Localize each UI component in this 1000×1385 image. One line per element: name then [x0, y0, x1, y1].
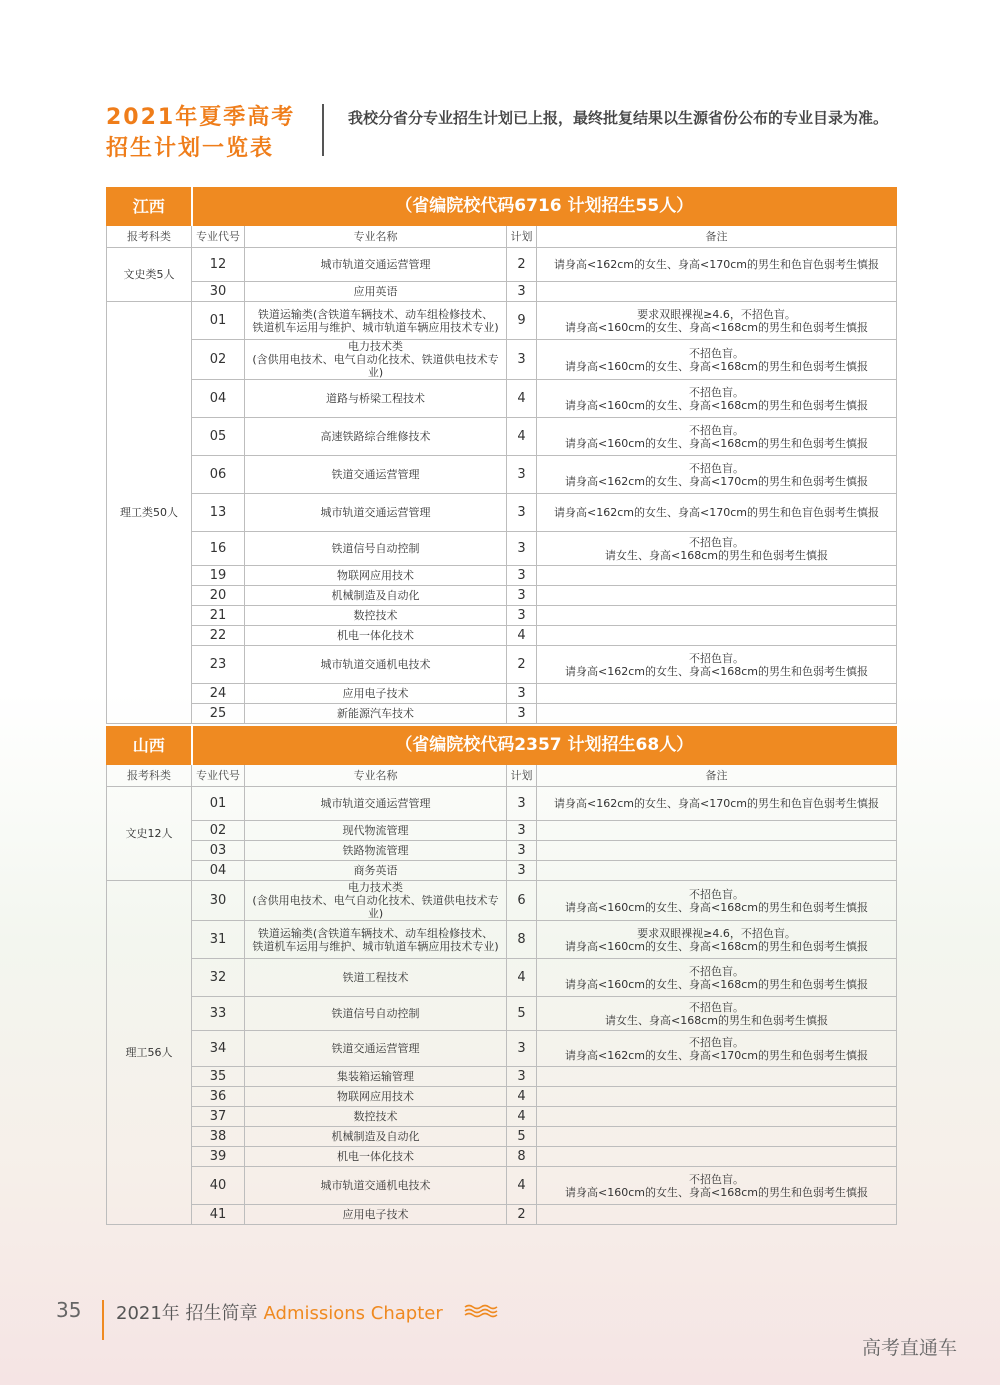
major-name-detail: 铁道机车运用与维护、城市轨道车辆应用技术专业): [252, 939, 499, 953]
plan-count-cell: 4: [507, 1167, 537, 1205]
major-name: 商务英语: [353, 864, 398, 877]
note-line: 不招色盲。: [689, 1172, 744, 1186]
major-name: 数控技术: [353, 1110, 398, 1123]
major-name-cell: [245, 566, 507, 586]
major-name-detail: 铁道机车运用与维护、城市轨道车辆应用技术专业): [252, 320, 499, 334]
major-name-cell: [245, 1127, 507, 1147]
note-line: 请身高<160cm的女生、身高<168cm的男生和色弱考生慎报: [565, 359, 868, 373]
major-name: 数控技术: [353, 609, 398, 622]
note-line: 请身高<160cm的女生、身高<168cm的男生和色弱考生慎报: [565, 320, 868, 334]
table-row: [107, 997, 897, 1031]
note-line: 请身高<160cm的女生、身高<168cm的男生和色弱考生慎报: [565, 900, 868, 914]
major-name: 物联网应用技术: [337, 569, 414, 582]
major-code-cell: 03: [192, 841, 245, 861]
plan-count-cell: 3: [507, 821, 537, 841]
major-code-cell: 35: [192, 1067, 245, 1087]
table-row: [107, 282, 897, 302]
note-line: 请身高<162cm的女生、身高<170cm的男生和色弱考生慎报: [565, 1048, 868, 1062]
major-name-cell: [245, 841, 507, 861]
col-category-header: 报考科类: [107, 226, 192, 248]
major-name-cell: [245, 861, 507, 881]
col-name-header: 专业名称: [245, 765, 507, 787]
table-row: [107, 586, 897, 606]
major-name: 铁道运输类(含铁道车辆技术、动车组检修技术、: [257, 926, 494, 940]
major-code-cell: 25: [192, 704, 245, 724]
plan-count-cell: 4: [507, 380, 537, 418]
major-code-cell: 16: [192, 532, 245, 566]
table-row: [107, 921, 897, 959]
major-name-cell: [245, 1147, 507, 1167]
header-divider: [322, 104, 324, 156]
major-name: 城市轨道交通运营管理: [320, 506, 431, 519]
major-name: 城市轨道交通机电技术: [320, 1179, 431, 1192]
major-name: 城市轨道交通运营管理: [320, 258, 431, 271]
table-row: [107, 646, 897, 684]
major-code-cell: 34: [192, 1031, 245, 1067]
col-note-header: 备注: [537, 765, 897, 787]
note-line: 不招色盲。: [689, 461, 744, 475]
major-name: 应用英语: [353, 285, 398, 298]
note-line: 不招色盲。: [689, 1035, 744, 1049]
major-name: 现代物流管理: [342, 824, 409, 837]
major-name: 高速铁路综合维修技术: [320, 430, 431, 443]
major-name-cell: [245, 626, 507, 646]
plan-count-cell: 8: [507, 921, 537, 959]
major-name: 铁道运输类(含铁道车辆技术、动车组检修技术、: [257, 307, 494, 321]
plan-count-cell: 3: [507, 861, 537, 881]
plan-count-cell: 4: [507, 959, 537, 997]
major-code-cell: 21: [192, 606, 245, 626]
plan-count-cell: 3: [507, 456, 537, 494]
note-line: 不招色盲。: [689, 423, 744, 437]
major-code-cell: 30: [192, 282, 245, 302]
note-cell: [537, 494, 897, 532]
plan-count-cell: 4: [507, 418, 537, 456]
major-name: 铁道工程技术: [342, 971, 409, 984]
major-code-cell: 01: [192, 787, 245, 821]
major-name-cell: [245, 1107, 507, 1127]
major-name: 道路与桥梁工程技术: [326, 392, 425, 405]
note-cell: [537, 380, 897, 418]
note-cell: [537, 1031, 897, 1067]
table-row: [107, 1067, 897, 1087]
table-row: [107, 1147, 897, 1167]
note-cell: [537, 456, 897, 494]
plan-count-cell: 3: [507, 532, 537, 566]
column-header-row: [107, 765, 897, 787]
major-name: 物联网应用技术: [337, 1090, 414, 1103]
page-header: [106, 100, 906, 164]
col-code-header: 专业代号: [192, 226, 245, 248]
major-name-cell: [245, 340, 507, 380]
major-name-cell: [245, 494, 507, 532]
major-code-cell: 31: [192, 921, 245, 959]
plan-count-cell: 8: [507, 1147, 537, 1167]
major-name-cell: [245, 586, 507, 606]
note-cell: [537, 606, 897, 626]
major-name-cell: [245, 532, 507, 566]
note-line: 不招色盲。: [689, 651, 744, 665]
note-line: 请身高<162cm的女生、身高<170cm的男生和色盲色弱考生慎报: [554, 797, 879, 810]
major-name-cell: [245, 1205, 507, 1225]
table-row: [107, 959, 897, 997]
major-name-cell: [245, 646, 507, 684]
note-cell: [537, 418, 897, 456]
major-code-cell: 02: [192, 821, 245, 841]
major-code-cell: 24: [192, 684, 245, 704]
plan-count-cell: 5: [507, 997, 537, 1031]
note-cell: [537, 586, 897, 606]
column-header-row: [107, 226, 897, 248]
major-name-cell: [245, 959, 507, 997]
col-note-header: 备注: [537, 226, 897, 248]
plan-count-cell: 3: [507, 566, 537, 586]
table-row: [107, 1031, 897, 1067]
major-name: 机电一体化技术: [337, 629, 414, 642]
note-line: 请身高<160cm的女生、身高<168cm的男生和色弱考生慎报: [565, 1185, 868, 1199]
note-cell: [537, 821, 897, 841]
major-name: 电力技术类: [348, 881, 403, 894]
note-cell: [537, 1205, 897, 1225]
plan-count-cell: 3: [507, 586, 537, 606]
plan-count-cell: 5: [507, 1127, 537, 1147]
table-row: [107, 787, 897, 821]
note-line: 请身高<162cm的女生、身高<170cm的男生和色弱考生慎报: [565, 474, 868, 488]
note-line: 不招色盲。: [689, 535, 744, 549]
col-plan-header: 计划: [507, 765, 537, 787]
plan-count-cell: 2: [507, 248, 537, 282]
table-row: [107, 340, 897, 380]
major-code-cell: 20: [192, 586, 245, 606]
major-name-cell: [245, 881, 507, 921]
plan-count-cell: 3: [507, 340, 537, 380]
province-name: 山西: [107, 727, 192, 765]
plan-count-cell: 3: [507, 1067, 537, 1087]
table-row: [107, 532, 897, 566]
category-cell: 文史类5人: [107, 248, 192, 302]
plan-count-cell: 3: [507, 282, 537, 302]
intro-text: 我校分省分专业招生计划已上报，最终批复结果以生源省份公布的专业目录为准。: [348, 109, 889, 127]
page-title: [106, 102, 295, 164]
table-row: [107, 1205, 897, 1225]
footer-divider: [102, 1300, 104, 1340]
major-name-cell: [245, 606, 507, 626]
note-line: 不招色盲。: [689, 346, 744, 360]
plan-count-cell: 4: [507, 626, 537, 646]
note-line: 要求双眼裸视≥4.6，不招色盲。: [637, 307, 796, 321]
note-cell: [537, 881, 897, 921]
province-plan-info: （省编院校代码2357 计划招生68人）: [192, 727, 897, 765]
major-name-cell: [245, 684, 507, 704]
waves-icon: [464, 1304, 498, 1318]
note-cell: [537, 532, 897, 566]
note-cell: [537, 1087, 897, 1107]
table-row: [107, 1127, 897, 1147]
major-name: 应用电子技术: [342, 1208, 409, 1221]
note-line: 请身高<160cm的女生、身高<168cm的男生和色弱考生慎报: [565, 939, 868, 953]
note-cell: [537, 1127, 897, 1147]
major-code-cell: 39: [192, 1147, 245, 1167]
note-cell: [537, 302, 897, 340]
note-line: 不招色盲。: [689, 385, 744, 399]
category-cell: 理工类50人: [107, 302, 192, 724]
note-line: 不招色盲。: [689, 1000, 744, 1014]
major-code-cell: 02: [192, 340, 245, 380]
plan-count-cell: 3: [507, 787, 537, 821]
note-line: 请女生、身高<168cm的男生和色弱考生慎报: [605, 1013, 828, 1027]
note-cell: [537, 1147, 897, 1167]
major-name-cell: [245, 380, 507, 418]
major-name: 铁路物流管理: [342, 844, 409, 857]
footer-title: [116, 1299, 443, 1325]
plan-count-cell: 4: [507, 1087, 537, 1107]
table-row: [107, 1087, 897, 1107]
footer-title-cn: 2021年 招生简章: [116, 1303, 258, 1324]
table-row: [107, 248, 897, 282]
title-line-2: 招生计划一览表: [106, 136, 275, 161]
table-row: [107, 494, 897, 532]
note-cell: [537, 566, 897, 586]
major-name: 铁道交通运营管理: [331, 468, 420, 481]
plan-count-cell: 3: [507, 684, 537, 704]
table-row: [107, 841, 897, 861]
province-name: 江西: [107, 188, 192, 226]
major-code-cell: 06: [192, 456, 245, 494]
plan-count-cell: 6: [507, 881, 537, 921]
note-cell: [537, 921, 897, 959]
category-cell: 文史12人: [107, 787, 192, 881]
major-name-cell: [245, 787, 507, 821]
note-cell: [537, 959, 897, 997]
table-row: [107, 704, 897, 724]
table-row: [107, 606, 897, 626]
note-cell: [537, 646, 897, 684]
major-name-cell: [245, 1167, 507, 1205]
watermark: 高考直通车: [862, 1337, 958, 1359]
note-cell: [537, 282, 897, 302]
major-name-cell: [245, 921, 507, 959]
major-name-cell: [245, 302, 507, 340]
major-code-cell: 04: [192, 861, 245, 881]
major-code-cell: 33: [192, 997, 245, 1031]
major-name-cell: [245, 1031, 507, 1067]
major-name: 城市轨道交通运营管理: [320, 797, 431, 810]
major-code-cell: 38: [192, 1127, 245, 1147]
major-name: 机械制造及自动化: [331, 589, 420, 602]
col-category-header: 报考科类: [107, 765, 192, 787]
note-line: 请女生、身高<168cm的男生和色弱考生慎报: [605, 548, 828, 562]
major-code-cell: 22: [192, 626, 245, 646]
note-cell: [537, 1167, 897, 1205]
plan-count-cell: 9: [507, 302, 537, 340]
plan-count-cell: 2: [507, 1205, 537, 1225]
note-cell: [537, 626, 897, 646]
major-name: 铁道信号自动控制: [331, 542, 420, 555]
major-code-cell: 12: [192, 248, 245, 282]
table-row: [107, 302, 897, 340]
table-row: [107, 418, 897, 456]
note-line: 请身高<162cm的女生、身高<168cm的男生和色弱考生慎报: [565, 664, 868, 678]
note-cell: [537, 787, 897, 821]
major-code-cell: 04: [192, 380, 245, 418]
note-line: 请身高<162cm的女生、身高<170cm的男生和色盲色弱考生慎报: [554, 506, 879, 519]
note-line: 要求双眼裸视≥4.6，不招色盲。: [637, 926, 796, 940]
province-banner: [107, 727, 897, 765]
plan-count-cell: 3: [507, 704, 537, 724]
table-row: [107, 456, 897, 494]
table-row: [107, 1167, 897, 1205]
title-line-1: 2021年夏季高考: [106, 105, 296, 130]
major-code-cell: 36: [192, 1087, 245, 1107]
major-name-cell: [245, 456, 507, 494]
major-name: 机械制造及自动化: [331, 1130, 420, 1143]
major-code-cell: 13: [192, 494, 245, 532]
major-code-cell: 01: [192, 302, 245, 340]
major-code-cell: 23: [192, 646, 245, 684]
note-cell: [537, 841, 897, 861]
major-code-cell: 05: [192, 418, 245, 456]
major-name: 铁道信号自动控制: [331, 1007, 420, 1020]
province-banner: [107, 188, 897, 226]
major-name-cell: [245, 704, 507, 724]
note-line: 不招色盲。: [689, 887, 744, 901]
table-row: [107, 821, 897, 841]
table-row: [107, 1107, 897, 1127]
major-name: 电力技术类: [348, 340, 403, 353]
major-name-cell: [245, 248, 507, 282]
plan-count-cell: 2: [507, 646, 537, 684]
table-row: [107, 626, 897, 646]
major-name-cell: [245, 282, 507, 302]
table-row: [107, 566, 897, 586]
major-name: 应用电子技术: [342, 687, 409, 700]
note-line: 不招色盲。: [689, 964, 744, 978]
note-cell: [537, 1067, 897, 1087]
major-name-cell: [245, 997, 507, 1031]
plan-count-cell: 3: [507, 494, 537, 532]
major-name-cell: [245, 1087, 507, 1107]
major-code-cell: 40: [192, 1167, 245, 1205]
major-name-cell: [245, 821, 507, 841]
province-plan-info: （省编院校代码6716 计划招生55人）: [192, 188, 897, 226]
note-cell: [537, 248, 897, 282]
note-cell: [537, 704, 897, 724]
category-cell: 理工56人: [107, 881, 192, 1225]
note-line: 请身高<160cm的女生、身高<168cm的男生和色弱考生慎报: [565, 977, 868, 991]
note-cell: [537, 1107, 897, 1127]
table-row: [107, 881, 897, 921]
table-row: [107, 861, 897, 881]
note-cell: [537, 684, 897, 704]
major-name-detail: (含供用电技术、电气自动化技术、铁道供电技术专业): [252, 894, 499, 920]
major-name: 机电一体化技术: [337, 1150, 414, 1163]
major-name: 新能源汽车技术: [337, 707, 414, 720]
note-line: 请身高<160cm的女生、身高<168cm的男生和色弱考生慎报: [565, 436, 868, 450]
shanxi-plan-table: [106, 726, 897, 1225]
plan-count-cell: 3: [507, 1031, 537, 1067]
major-name-cell: [245, 1067, 507, 1087]
note-cell: [537, 861, 897, 881]
major-code-cell: 41: [192, 1205, 245, 1225]
note-cell: [537, 997, 897, 1031]
major-name: 集装箱运输管理: [337, 1070, 414, 1083]
major-name-detail: (含供用电技术、电气自动化技术、铁道供电技术专业): [252, 353, 499, 379]
note-line: 请身高<160cm的女生、身高<168cm的男生和色弱考生慎报: [565, 398, 868, 412]
col-code-header: 专业代号: [192, 765, 245, 787]
table-row: [107, 684, 897, 704]
major-code-cell: 32: [192, 959, 245, 997]
major-code-cell: 30: [192, 881, 245, 921]
major-name: 铁道交通运营管理: [331, 1042, 420, 1055]
major-name: 城市轨道交通机电技术: [320, 658, 431, 671]
jiangxi-plan-table: [106, 187, 897, 724]
plan-count-cell: 4: [507, 1107, 537, 1127]
note-line: 请身高<162cm的女生、身高<170cm的男生和色盲色弱考生慎报: [554, 258, 879, 271]
plan-count-cell: 3: [507, 841, 537, 861]
col-name-header: 专业名称: [245, 226, 507, 248]
major-name-cell: [245, 418, 507, 456]
table-row: [107, 380, 897, 418]
footer-title-en: Admissions Chapter: [263, 1303, 443, 1324]
note-cell: [537, 340, 897, 380]
major-code-cell: 19: [192, 566, 245, 586]
page-number: 35: [56, 1298, 82, 1322]
major-code-cell: 37: [192, 1107, 245, 1127]
plan-count-cell: 3: [507, 606, 537, 626]
col-plan-header: 计划: [507, 226, 537, 248]
